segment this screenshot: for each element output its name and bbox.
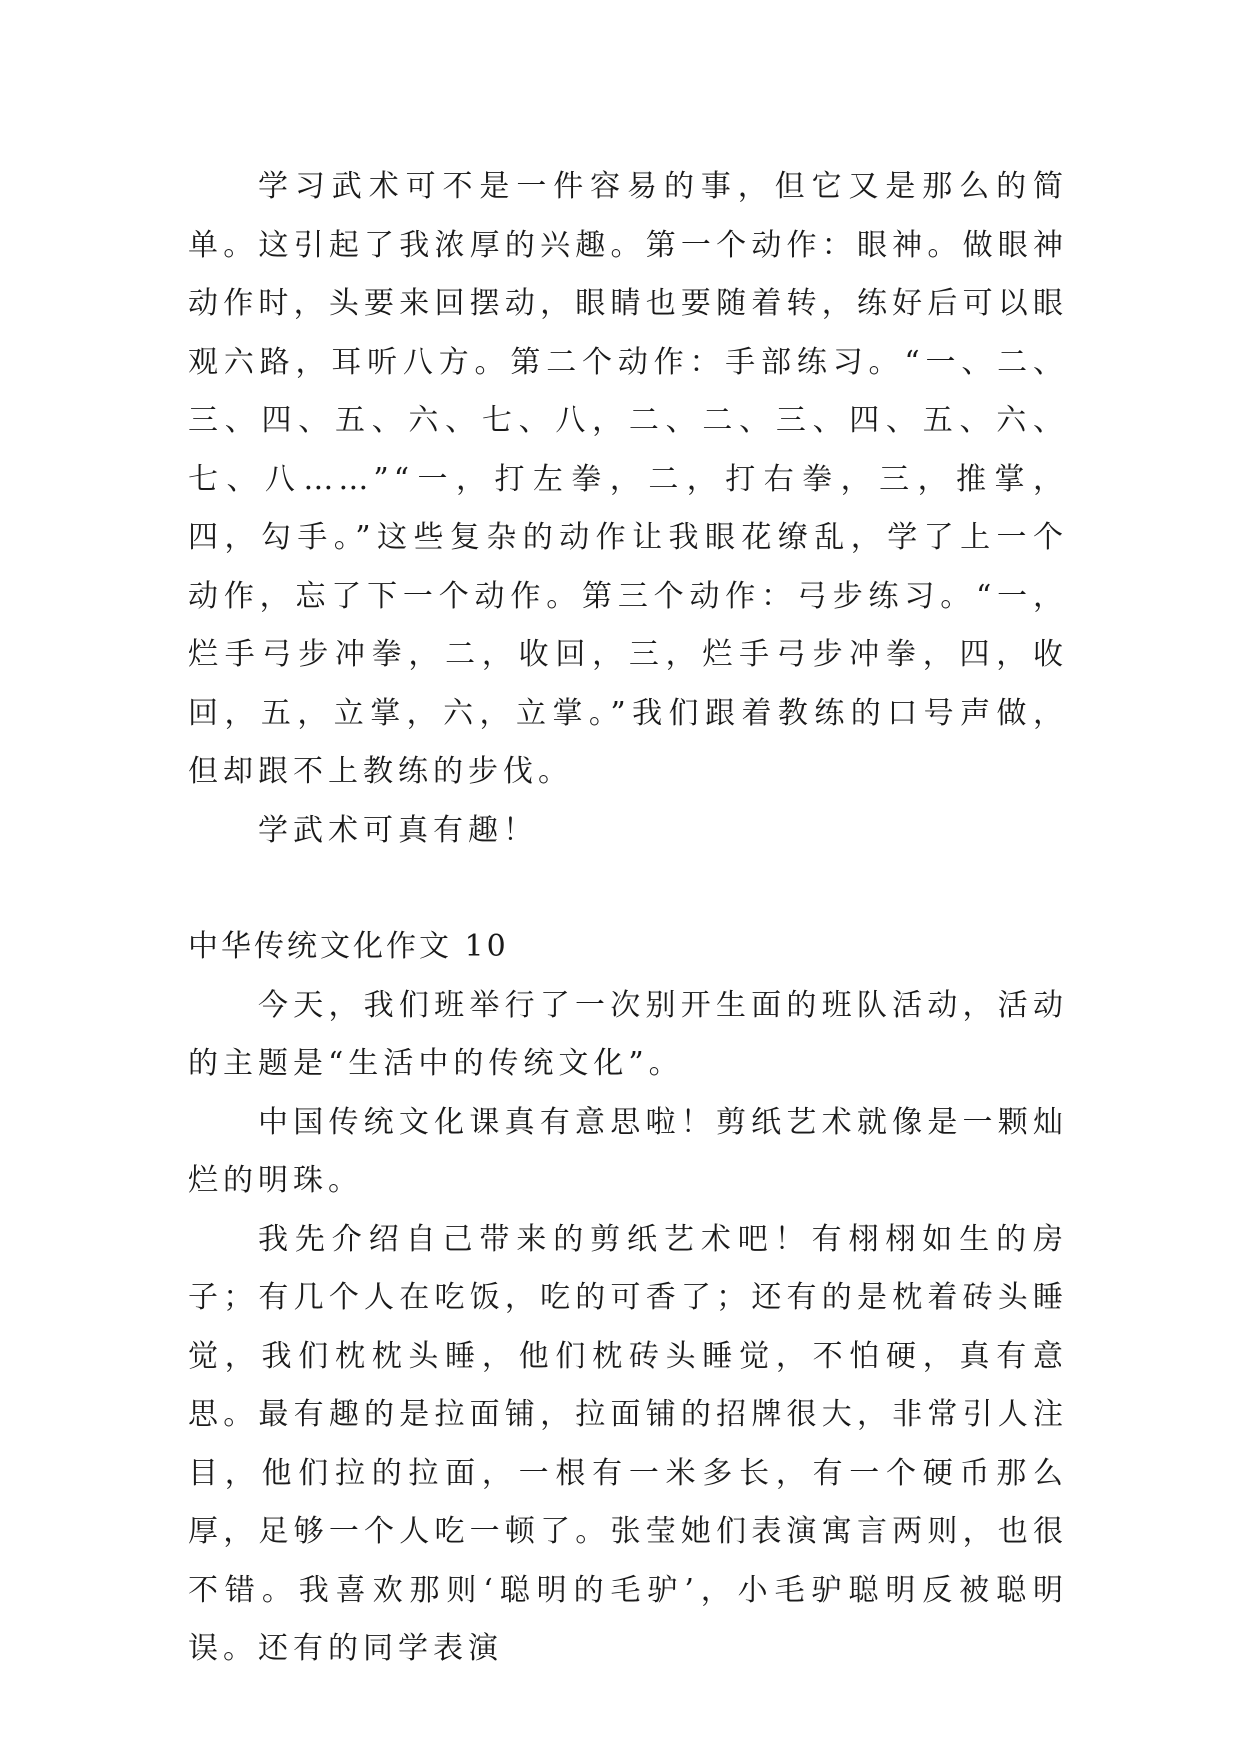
essay-heading: 中华传统文化作文 10: [188, 929, 509, 964]
document-page: [188, 158, 1068, 1679]
paragraph-martial-arts-practice: 学习武术可不是一件容易的事，但它又是那么的简单。这引起了我浓厚的兴趣。第一个动作：眼神。做眼神动作时，头要来回摆动，眼睛也要随着转，练好后可以眼观六路，耳听八方。第二个动作：手部练习。“一、二、三、四、五、六、七、八，二、二、三、四、五、六、七、八……”“一，打左拳，二，打右拳，三，推掌，四，勾手。”这些复杂的动作让我眼花缭乱，学了上一个动作，忘了下一个动作。第三个动作：弓步练习。“一，烂手弓步冲拳，二，收回，三，烂手弓步冲拳，四，收回，五，立掌，六，立掌。”我们跟着教练的口号声做，但却跟不上教练的步伐。: [188, 169, 1068, 789]
paragraph-culture-class: 中国传统文化课真有意思啦！剪纸艺术就像是一颗灿烂的明珠。: [188, 1104, 1068, 1198]
paragraph-paper-cutting: 我先介绍自己带来的剪纸艺术吧！有栩栩如生的房子；有几个人在吃饭，吃的可香了；还有的是枕着砖头睡觉，我们枕枕头睡，他们枕砖头睡觉，不怕硬，真有意思。最有趣的是拉面铺，拉面铺的招牌很大，非常引人注目，他们拉的拉面，一根有一米多长，有一个硬币那么厚，足够一个人吃一顿了。张莹她们表演寓言两则，也很不错。我喜欢那则‘聪明的毛驴’，小毛驴聪明反被聪明误。还有的同学表演: [188, 1221, 1068, 1666]
paragraph-martial-arts-fun: 学武术可真有趣！: [258, 812, 538, 848]
paragraph-class-activity: 今天，我们班举行了一次别开生面的班队活动，活动的主题是“生活中的传统文化”。: [188, 987, 1068, 1081]
